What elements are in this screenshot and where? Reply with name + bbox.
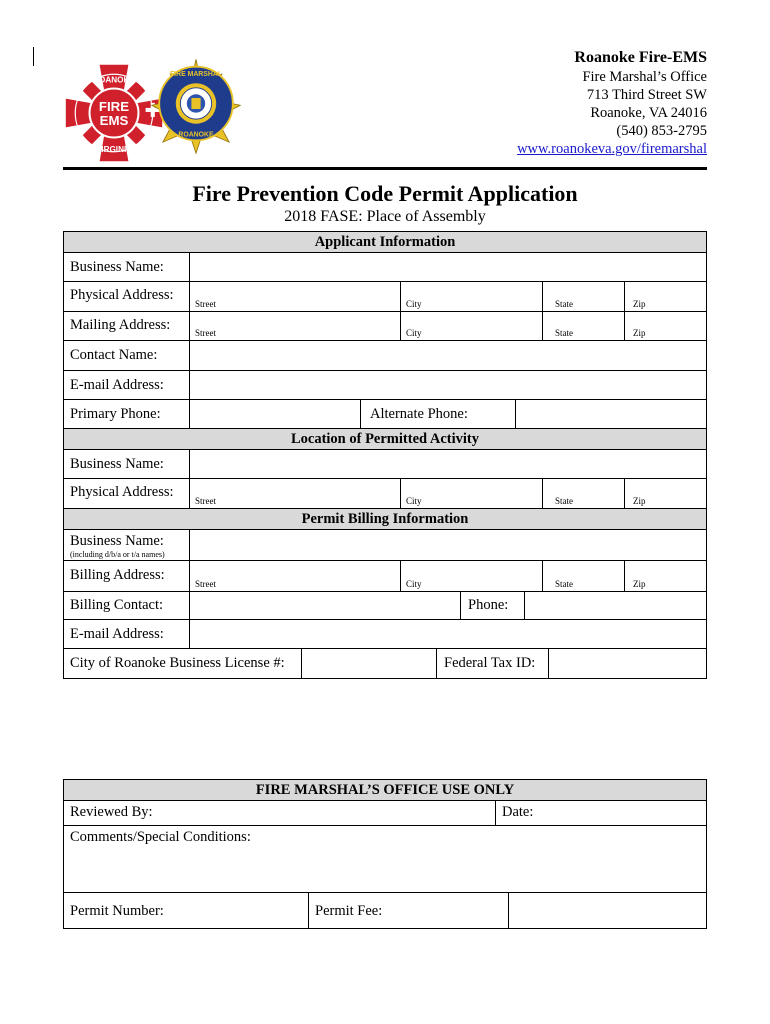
- billing-street-field[interactable]: [189, 561, 401, 591]
- applicant-physical-address-row: [64, 282, 706, 312]
- zip-caption: Zip: [633, 496, 646, 506]
- billing-city-field[interactable]: [400, 561, 543, 591]
- page-subtitle: 2018 FASE: Place of Assembly: [284, 208, 486, 225]
- billing-phone-label: Phone:: [468, 597, 509, 613]
- location-zip-field[interactable]: [624, 479, 706, 508]
- location-street-field[interactable]: [189, 479, 401, 508]
- date-label: Date:: [502, 804, 534, 820]
- fire-ems-line-2: EMS: [99, 113, 129, 129]
- permit-fee-label: Permit Fee:: [315, 903, 383, 919]
- billing-phone-label-cell: [460, 592, 525, 619]
- location-city-field[interactable]: [400, 479, 543, 508]
- applicant-mailing-address-label: Mailing Address:: [70, 317, 171, 333]
- section-location-of-permitted-activity: Location of Permitted Activity: [64, 429, 706, 450]
- location-business-name-label: Business Name:: [70, 456, 164, 472]
- permit-number-label: Permit Number:: [70, 903, 164, 919]
- applicant-business-name-row: [64, 253, 706, 282]
- location-business-name-row: [64, 450, 706, 479]
- billing-business-name-note: (including d/b/a or t/a names): [70, 550, 165, 559]
- applicant-email-field[interactable]: [189, 371, 706, 399]
- fm-ring-bottom: ROANOKE: [178, 131, 214, 139]
- business-license-label: City of Roanoke Business License #:: [70, 655, 285, 671]
- billing-email-row: [64, 620, 706, 649]
- applicant-business-name-label: Business Name:: [70, 259, 164, 275]
- date-cell[interactable]: [495, 801, 706, 825]
- permit-fee-extra-field[interactable]: [508, 893, 706, 928]
- applicant-phone-row: [64, 400, 706, 429]
- primary-phone-field[interactable]: [189, 400, 361, 428]
- applicant-contact-name-field[interactable]: [189, 341, 706, 370]
- office-phone: (540) 853-2795: [616, 123, 707, 139]
- billing-phone-field[interactable]: [524, 592, 706, 619]
- fm-ring-top: FIRE MARSHAL: [169, 70, 223, 78]
- zip-caption: Zip: [633, 579, 646, 589]
- location-physical-address-label: Physical Address:: [70, 484, 174, 500]
- comments-label: Comments/Special Conditions:: [70, 829, 251, 845]
- permit-application-form: [63, 231, 707, 679]
- reviewed-by-label: Reviewed By:: [70, 804, 153, 820]
- billing-business-name-row: [64, 530, 706, 561]
- billing-zip-field[interactable]: [624, 561, 706, 591]
- billing-business-name-label: Business Name:: [70, 533, 164, 549]
- text-cursor: [33, 47, 34, 66]
- city-state-zip: Roanoke, VA 24016: [590, 105, 707, 121]
- city-caption: City: [406, 496, 422, 506]
- fire-ems-ring-top: ROANOKE: [93, 75, 135, 85]
- city-caption: City: [406, 328, 422, 338]
- tax-id-label-cell: [436, 649, 549, 678]
- billing-address-label: Billing Address:: [70, 567, 165, 583]
- street-address: 713 Third Street SW: [586, 87, 707, 103]
- website-link[interactable]: www.roanokeva.gov/firemarshal: [517, 141, 707, 157]
- billing-business-name-field[interactable]: [189, 530, 706, 560]
- alternate-phone-label: Alternate Phone:: [370, 406, 468, 422]
- permit-number-row: [64, 893, 706, 928]
- business-license-field[interactable]: [301, 649, 437, 678]
- applicant-email-row: [64, 371, 706, 400]
- header-divider: [63, 167, 707, 170]
- alternate-phone-label-cell: [360, 400, 516, 428]
- organization-name: Roanoke Fire-EMS: [574, 49, 707, 66]
- location-state-field[interactable]: [542, 479, 625, 508]
- virginia-seal-icon: [187, 94, 205, 112]
- applicant-mailing-state-field[interactable]: [542, 312, 625, 340]
- applicant-physical-street-field[interactable]: [189, 282, 401, 311]
- page-title: Fire Prevention Code Permit Application: [192, 181, 578, 206]
- state-caption: State: [555, 579, 573, 589]
- street-caption: Street: [195, 496, 216, 506]
- state-caption: State: [555, 328, 573, 338]
- applicant-physical-zip-field[interactable]: [624, 282, 706, 311]
- primary-phone-label: Primary Phone:: [70, 406, 161, 422]
- applicant-contact-name-row: [64, 341, 706, 371]
- location-business-name-field[interactable]: [189, 450, 706, 478]
- section-applicant-information: Applicant Information: [64, 232, 706, 253]
- billing-contact-field[interactable]: [189, 592, 461, 619]
- applicant-physical-state-field[interactable]: [542, 282, 625, 311]
- billing-contact-row: [64, 592, 706, 620]
- applicant-mailing-street-field[interactable]: [189, 312, 401, 340]
- location-physical-address-row: [64, 479, 706, 509]
- applicant-business-name-field[interactable]: [189, 253, 706, 281]
- permit-fee-cell[interactable]: [308, 893, 509, 928]
- reviewed-by-row: [64, 801, 706, 826]
- applicant-contact-name-label: Contact Name:: [70, 347, 158, 363]
- city-caption: City: [406, 299, 422, 309]
- state-caption: State: [555, 496, 573, 506]
- fire-ems-ring-bottom: VIRGINIA: [95, 144, 133, 154]
- section-office-use-only: FIRE MARSHAL’S OFFICE USE ONLY: [64, 780, 706, 801]
- state-caption: State: [555, 299, 573, 309]
- applicant-email-label: E-mail Address:: [70, 377, 164, 393]
- fire-ems-line-1: FIRE: [98, 98, 130, 114]
- comments-row[interactable]: [64, 826, 706, 893]
- billing-email-field[interactable]: [189, 620, 706, 648]
- applicant-mailing-zip-field[interactable]: [624, 312, 706, 340]
- city-caption: City: [406, 579, 422, 589]
- zip-caption: Zip: [633, 299, 646, 309]
- federal-tax-id-label: Federal Tax ID:: [444, 655, 536, 671]
- office-use-only-section: [63, 779, 707, 929]
- billing-address-row: [64, 561, 706, 592]
- office-address-block: [517, 48, 707, 158]
- license-tax-row: [64, 649, 706, 678]
- federal-tax-id-field[interactable]: [548, 649, 706, 678]
- billing-state-field[interactable]: [542, 561, 625, 591]
- street-caption: Street: [195, 328, 216, 338]
- applicant-physical-city-field[interactable]: [400, 282, 543, 311]
- billing-email-label: E-mail Address:: [70, 626, 164, 642]
- billing-contact-label: Billing Contact:: [70, 597, 164, 613]
- street-caption: Street: [195, 579, 216, 589]
- alternate-phone-field[interactable]: [515, 400, 706, 428]
- applicant-mailing-city-field[interactable]: [400, 312, 543, 340]
- street-caption: Street: [195, 299, 216, 309]
- applicant-physical-address-label: Physical Address:: [70, 287, 174, 303]
- section-permit-billing-information: Permit Billing Information: [64, 509, 706, 530]
- applicant-mailing-address-row: [64, 312, 706, 341]
- fire-marshal-badge-logo: [150, 57, 242, 161]
- zip-caption: Zip: [633, 328, 646, 338]
- office-name: Fire Marshal’s Office: [582, 69, 707, 85]
